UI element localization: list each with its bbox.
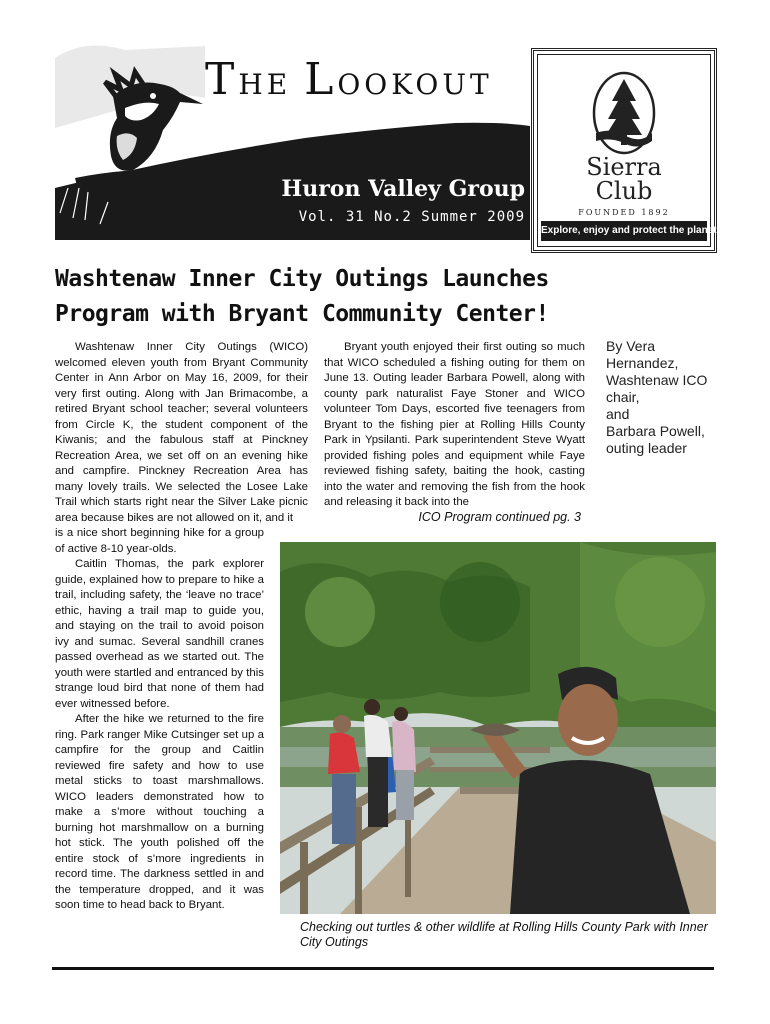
sierra-name-line2: Club	[595, 177, 653, 205]
byline-line: and	[606, 406, 630, 422]
byline-line: outing leader	[606, 440, 687, 456]
sierra-name-line1: Sierra	[586, 153, 662, 181]
paragraph: Washtenaw Inner City Outings (WICO) welcomed eleven youth from Bryant Community Center in Ann Arbor on May 16, 2009, for their very first outing. Along with Jan Brimacombe, a retired Bryant school teacher; several volunteers from Circle K, the student component of the Kiwanis; and the fabulous staff at Pinckney Recreation Area, we set off on an evening hike and campfire. Pinckney Recreation Area has many lovely trails. We selected the Losee Lake Trail which starts right near the Silver Lake picnic area because bikes are not allowed on it, and it	[55, 341, 308, 524]
headline-line-1: Washtenaw Inner City Outings Launches	[55, 266, 549, 292]
byline-line: By Vera	[606, 338, 656, 354]
issue-line: Vol. 31 No.2 Summer 2009	[298, 209, 525, 225]
byline-line: Barbara Powell,	[606, 423, 705, 439]
paragraph: Caitlin Thomas, the park explorer guide, explained how to prepare to hike a trail, including safety, the ‘leave no trace’ ethic, having a trail map to guide you, and staying on the trail to avoid poison ivy and sumac. Several sandhill cranes passed overhead as we started out. The youth were startled and entranced by this strange loud bird that none of them had ever witnessed before.	[55, 558, 264, 710]
sierra-club-name	[534, 155, 714, 203]
sierra-club-logo	[531, 48, 717, 253]
article-column-left-top	[55, 340, 308, 526]
article-headline	[55, 262, 675, 332]
byline-line: chair,	[606, 389, 640, 405]
masthead	[55, 38, 530, 240]
sierra-tagline: Explore, enjoy and protect the planet	[541, 221, 707, 241]
photo-caption: Checking out turtles & other wildlife at Rolling Hills County Park with Inner City Outings	[300, 920, 708, 949]
byline	[606, 338, 726, 457]
article-column-middle	[324, 340, 585, 511]
newsletter-title: THE LOOKOUT	[205, 54, 493, 105]
paragraph: is a nice short beginning hike for a group of active 8-10 year-olds.	[55, 527, 264, 555]
continued-notice: ICO Program continued pg. 3	[418, 510, 581, 524]
tree-emblem-icon	[592, 71, 656, 155]
footer-rule	[52, 967, 714, 970]
article-column-left-lower	[55, 526, 264, 914]
headline-line-2: Program with Bryant Community Center!	[55, 301, 549, 327]
founded-line: FOUNDED 1892	[578, 208, 670, 217]
group-name: Huron Valley Group	[281, 176, 525, 202]
outing-photo	[280, 542, 716, 914]
byline-line: Hernandez,	[606, 355, 679, 371]
paragraph: Bryant youth enjoyed their first outing so much that WICO scheduled a fishing outing for them on June 13. Outing leader Barbara Powell, along with county park naturalist Faye Stoner and WICO volunteer Tom Days, escorted five teenagers from Bryant to the fishing pier at Rolling Hills County Park in Ypsilanti. Park superintendent Steve Wyatt provided fishing poles and equipment while Faye reviewed fishing safety, baiting the hook, casting into the water and removing the fish from the hook and releasing it back into the	[324, 341, 585, 508]
byline-line: Washtenaw ICO	[606, 372, 708, 388]
paragraph: After the hike we returned to the fire ring. Park ranger Mike Cutsinger set up a campfire for the group and Caitlin reviewed fire safety and how to use metal sticks to toast marshmallows. WICO leaders demonstrated how to make a s’more without touching a burning hot marshmallow on a burning hot stick. The youth polished off the entire stock of s’more ingredients in record time. The darkness settled in and the temperature dropped, and it was soon time to head back to Bryant.	[55, 713, 264, 911]
